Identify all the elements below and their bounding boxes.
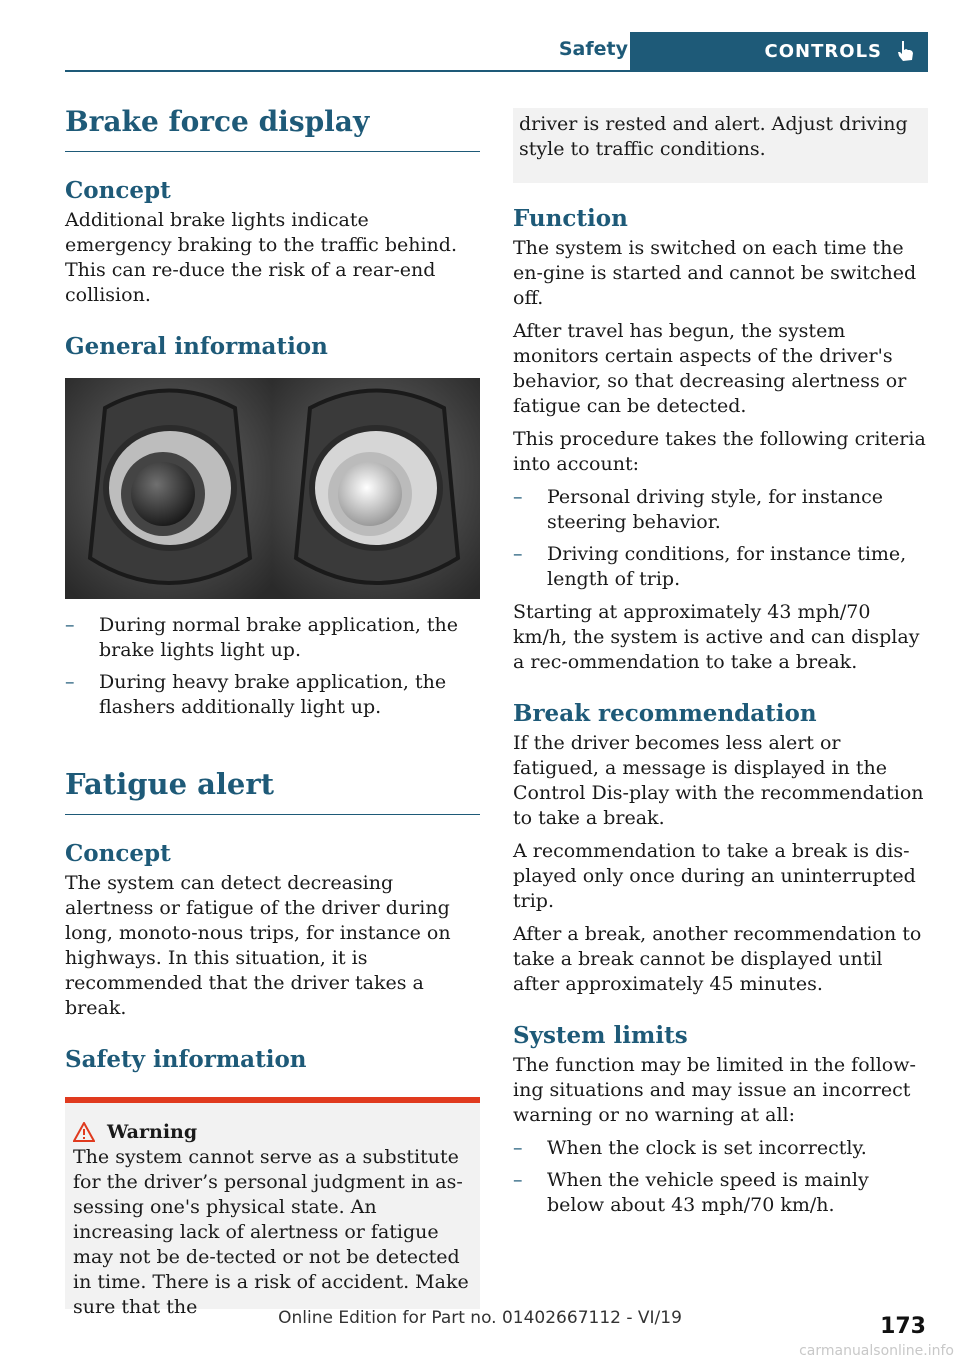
warning-triangle-icon [73, 1122, 95, 1142]
chapter-tab [630, 32, 928, 70]
brake-light-on-image [272, 378, 480, 599]
list-item: – Driving conditions, for instance time, length of trip. [513, 542, 928, 592]
break-text-2: A recommendation to take a break is dis-played only once during an uninterrupted trip. [513, 840, 916, 912]
warning-header [73, 1121, 472, 1143]
safety-info-heading: Safety information [65, 1046, 307, 1073]
warning-text-continued: driver is rested and alert. Adjust driving style to traffic conditions. [519, 113, 908, 160]
function-text-1: The system is switched on each time the en-gine is started and cannot be switched off. [513, 237, 917, 309]
system-limits-heading: System limits [513, 1022, 688, 1049]
function-heading: Function [513, 205, 628, 232]
fatigue-alert-title: Fatigue alert [65, 767, 480, 815]
criteria-list [513, 485, 928, 592]
concept-heading: Concept [65, 177, 171, 204]
concept-text: Additional brake lights indicate emergency braking to the traffic behind. This can re-duce the risk of a rear-end collision. [65, 209, 457, 306]
chapter-title: CONTROLS [764, 40, 882, 62]
list-item: – During heavy brake application, the flashers additionally light up. [65, 670, 480, 720]
general-info-heading: General information [65, 333, 328, 360]
function-text-3: This procedure takes the following criteria into account: [513, 428, 926, 475]
section-title: Safety [558, 38, 628, 60]
function-text-2: After travel has begun, the system monitors certain aspects of the driver's behavior, so that decreasing alertness or fatigue can be detected. [513, 320, 907, 417]
warning-text: The system cannot serve as a substitute for the driver’s personal judgment in as-sessing one's physical state. An increasing lack of alertness or fatigue may not be de-tected or not be detected in time. There is a risk of accident. Make sure that the [73, 1146, 469, 1318]
list-item: – When the vehicle speed is mainly below about 43 mph/70 km/h. [513, 1168, 928, 1218]
page-header [65, 32, 928, 72]
limits-list [513, 1136, 928, 1218]
warning-box [65, 1097, 480, 1318]
header-rule [65, 70, 928, 72]
footer-edition: Online Edition for Part no. 01402667112 - VI/19 [278, 1308, 682, 1328]
brake-lights-photo [65, 378, 480, 599]
left-column [65, 105, 480, 1318]
function-text-4: Starting at approximately 43 mph/70 km/h, the system is active and can display a rec-ommendation to take a break. [513, 601, 920, 673]
brake-list [65, 613, 480, 720]
list-item: – When the clock is set incorrectly. [513, 1136, 928, 1161]
concept-text-2: The system can detect decreasing alertness or fatigue of the driver during long, monoto-nous trips, for instance on highways. In this situation, it is recommended that the driver takes a break. [65, 872, 451, 1019]
brake-force-title: Brake force display [65, 105, 480, 152]
break-recommendation-heading: Break recommendation [513, 700, 817, 727]
list-item: – Personal driving style, for instance steering behavior. [513, 485, 928, 535]
break-text-3: After a break, another recommendation to take a break cannot be displayed until after approximately 45 minutes. [513, 923, 922, 995]
page-number: 173 [880, 1314, 926, 1339]
warning-label: Warning [107, 1121, 198, 1143]
list-item: – During normal brake application, the brake lights light up. [65, 613, 480, 663]
warning-box-continued [513, 108, 928, 183]
right-column [513, 108, 928, 1218]
brake-light-off-image [65, 378, 272, 599]
break-text-1: If the driver becomes less alert or fatigued, a message is displayed in the Control Dis-play with the recommendation to take a break. [513, 732, 924, 829]
pointing-hand-icon [894, 39, 916, 63]
limits-text: The function may be limited in the follow-ing situations and may issue an incorrect warning or no warning at all: [513, 1054, 916, 1126]
watermark: carmanualsonline.info [799, 1343, 954, 1359]
concept-heading-2: Concept [65, 840, 171, 867]
